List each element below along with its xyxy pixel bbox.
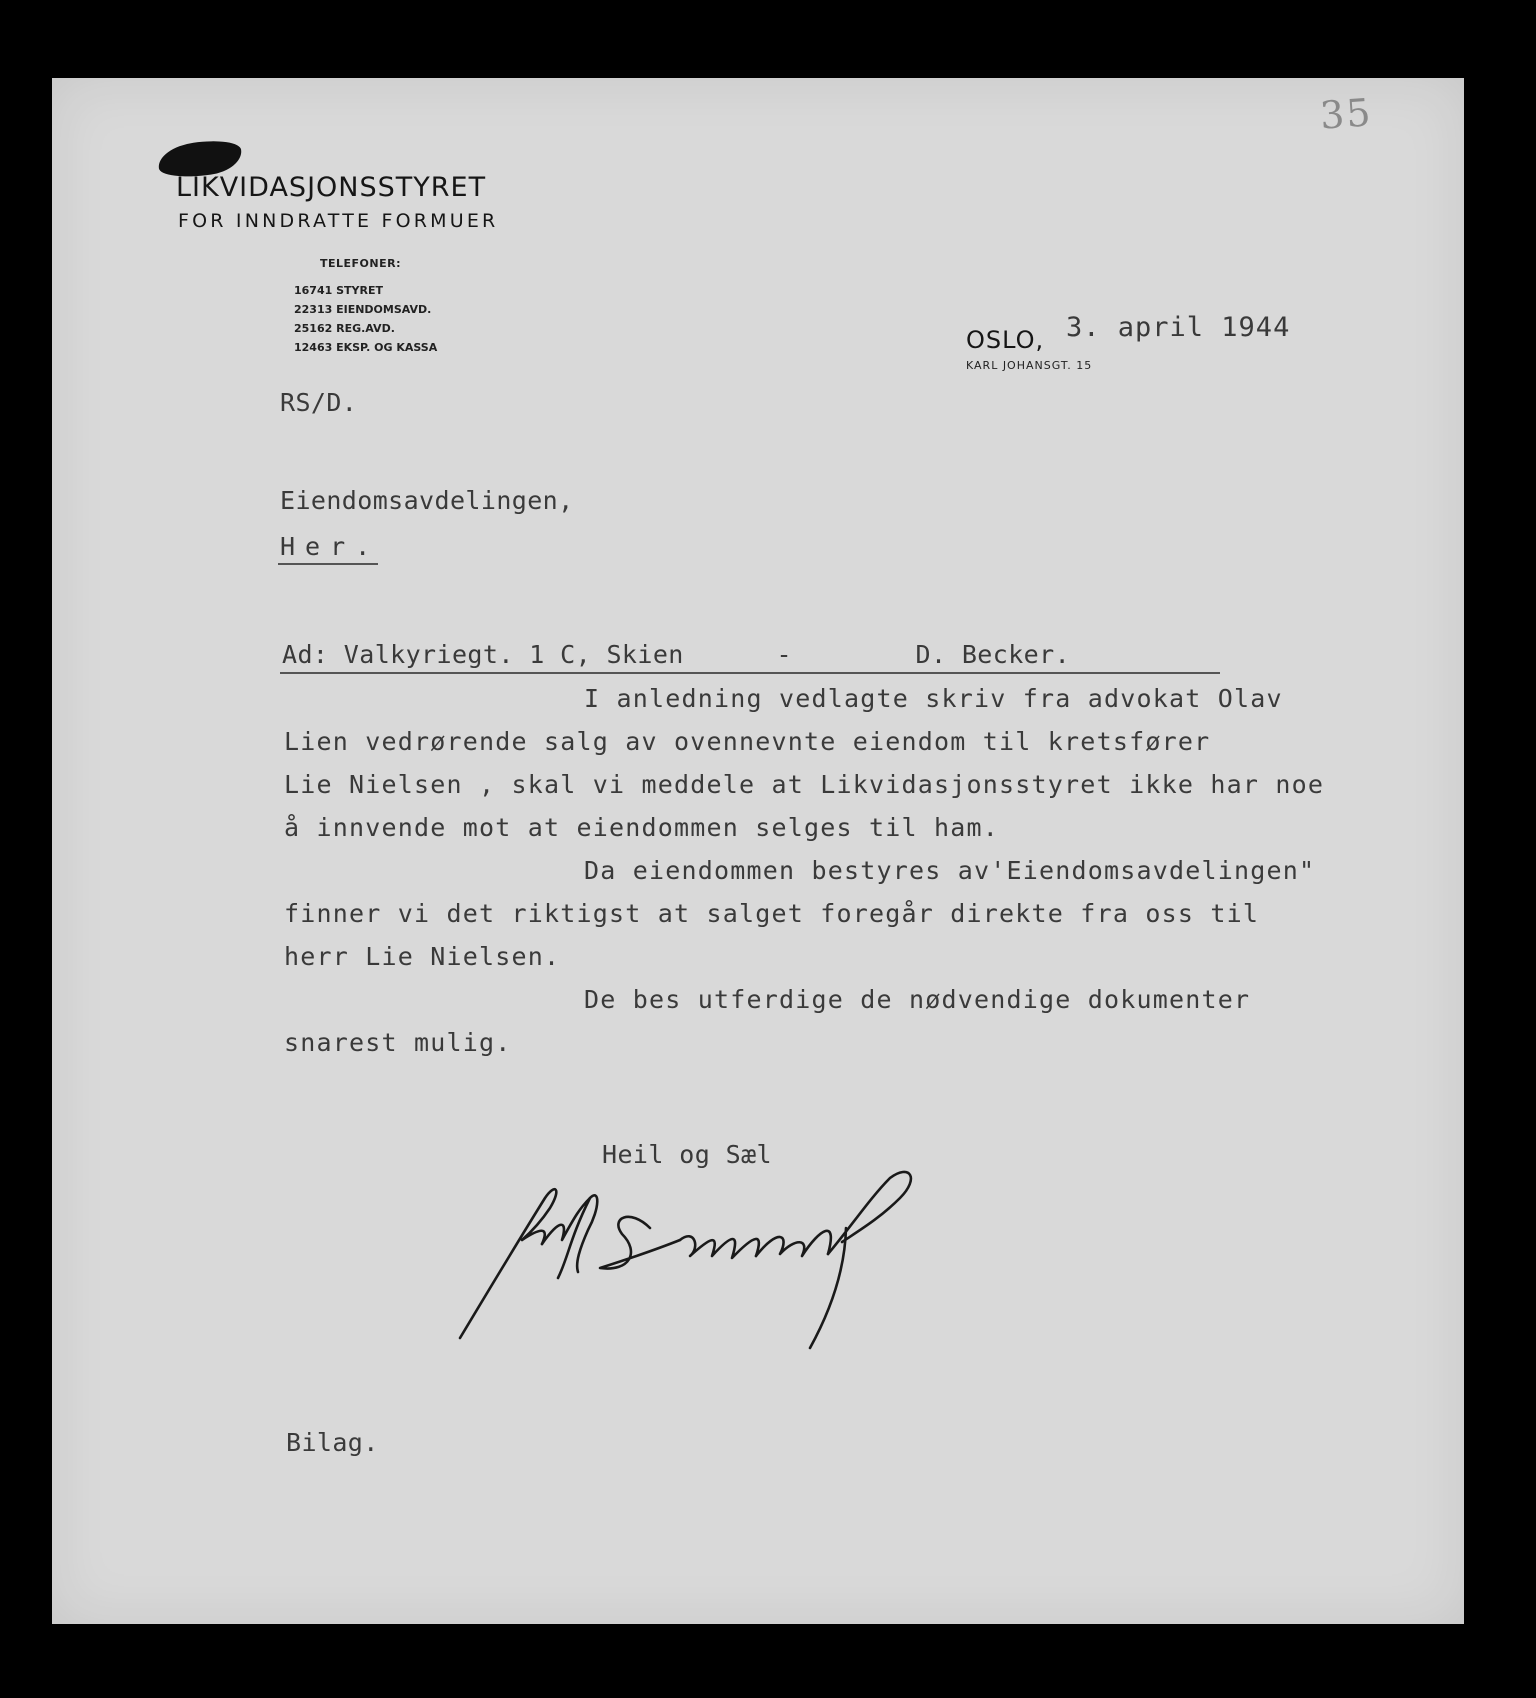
body-line: snarest mulig. (284, 1028, 512, 1057)
telephone-line: 22313 EIENDOMSAVD. (294, 303, 432, 316)
telephone-list (294, 281, 437, 357)
body-line: Da eiendommen bestyres av'Eiendomsavdelingen" (584, 856, 1316, 885)
subject-line: Ad: Valkyriegt. 1 C, Skien - D. Becker. (282, 640, 1071, 669)
telephone-line: 12463 EKSP. OG KASSA (294, 341, 438, 354)
recipient-name: Eiendomsavdelingen, (280, 486, 574, 515)
letterhead-address: KARL JOHANSGT. 15 (966, 359, 1093, 372)
letter-date: 3. april 1944 (1066, 312, 1291, 343)
letterhead-title: LIKVIDASJONSSTYRET (176, 172, 487, 203)
enclosure-note: Bilag. (286, 1428, 379, 1457)
body-line: I anledning vedlagte skriv fra advokat Olav (584, 684, 1283, 713)
recipient-underline (278, 563, 378, 565)
archive-number: 35 (1318, 90, 1374, 138)
body-line: å innvende mot at eiendommen selges til ham. (284, 813, 1000, 842)
letterhead-subtitle: FOR INNDRATTE FORMUER (178, 210, 499, 232)
body-line: finner vi det riktigst at salget foregår direkte fra oss til (284, 899, 1260, 928)
body-line: herr Lie Nielsen. (284, 942, 561, 971)
body-line: Lie Nielsen , skal vi meddele at Likvidasjonsstyret ikke har noe (284, 770, 1325, 799)
handwritten-signature (450, 1168, 990, 1358)
telephone-label: TELEFONER: (320, 257, 401, 270)
letter-page (52, 78, 1464, 1624)
reference-code: RS/D. (280, 388, 358, 417)
body-line: De bes utferdige de nødvendige dokumenter (584, 985, 1251, 1014)
telephone-line: 25162 REG.AVD. (294, 322, 395, 335)
subject-underline (280, 672, 1220, 674)
body-line: Lien vedrørende salg av ovennevnte eiendom til kretsfører (284, 727, 1211, 756)
closing-salutation: Heil og Sæl (602, 1140, 772, 1169)
telephone-line: 16741 STYRET (294, 284, 383, 297)
letterhead-city: OSLO, (966, 326, 1045, 354)
recipient-location: Her. (280, 532, 381, 561)
